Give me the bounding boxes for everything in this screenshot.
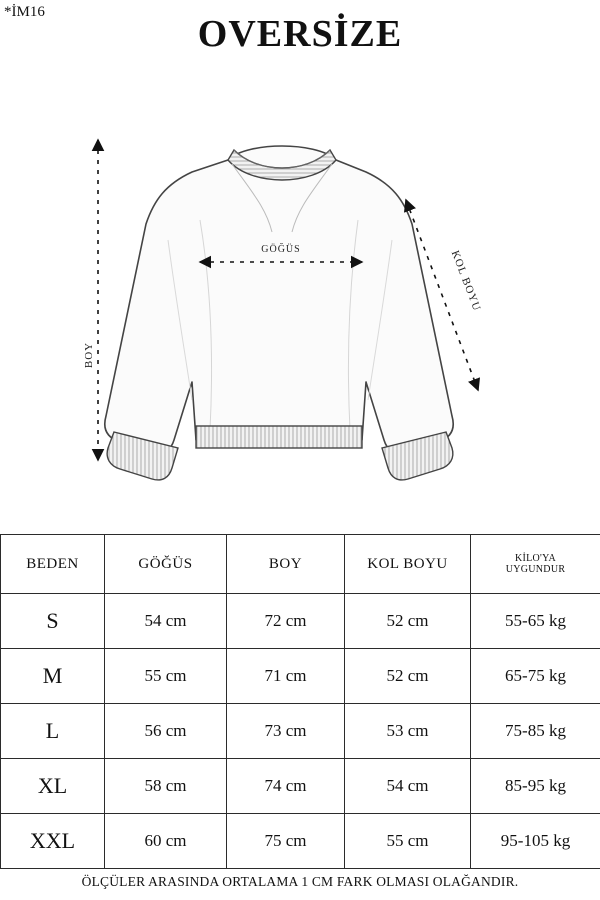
size-table	[0, 534, 600, 869]
kilo-line-2: UYGUNDUR	[505, 564, 566, 575]
cell-sleeve: 55 cm	[345, 814, 471, 869]
cell-size: L	[1, 704, 105, 759]
cell-size: M	[1, 649, 105, 704]
cell-weight: 85-95 kg	[471, 759, 600, 814]
column-header-beden: BEDEN	[1, 535, 105, 594]
cell-chest: 55 cm	[105, 649, 227, 704]
kilo-line-1: KİLO'YA	[514, 552, 557, 564]
cell-chest: 56 cm	[105, 704, 227, 759]
column-header-kilo	[471, 535, 600, 594]
cell-length: 75 cm	[227, 814, 345, 869]
cell-chest: 58 cm	[105, 759, 227, 814]
table-row	[1, 594, 600, 649]
table-header-row	[1, 535, 600, 594]
column-header-kol-boyu: KOL BOYU	[345, 535, 471, 594]
table-row	[1, 759, 600, 814]
product-code: *İM16	[4, 4, 45, 20]
cell-chest: 54 cm	[105, 594, 227, 649]
sleeve-label: KOL BOYU	[448, 248, 483, 314]
cell-size: XXL	[1, 814, 105, 869]
column-header-gogus: GÖĞÜS	[105, 535, 227, 594]
cell-weight: 65-75 kg	[471, 649, 600, 704]
length-label: BOY	[83, 341, 95, 369]
cell-length: 73 cm	[227, 704, 345, 759]
footer-note: ÖLÇÜLER ARASINDA ORTALAMA 1 CM FARK OLMASI OLAĞANDIR.	[81, 874, 519, 889]
cell-chest: 60 cm	[105, 814, 227, 869]
cell-size: S	[1, 594, 105, 649]
table-row	[1, 814, 600, 869]
cell-sleeve: 54 cm	[345, 759, 471, 814]
cell-sleeve: 52 cm	[345, 594, 471, 649]
garment-diagram	[0, 100, 600, 500]
cell-sleeve: 53 cm	[345, 704, 471, 759]
cell-weight: 95-105 kg	[471, 814, 600, 869]
chest-label: GÖĞÜS	[261, 244, 301, 255]
table-row	[1, 649, 600, 704]
cell-sleeve: 52 cm	[345, 649, 471, 704]
cell-length: 72 cm	[227, 594, 345, 649]
cell-weight: 55-65 kg	[471, 594, 600, 649]
table-row	[1, 704, 600, 759]
cell-size: XL	[1, 759, 105, 814]
cell-length: 74 cm	[227, 759, 345, 814]
page-title: OVERSİZE	[197, 13, 403, 55]
cell-weight: 75-85 kg	[471, 704, 600, 759]
cell-length: 71 cm	[227, 649, 345, 704]
column-header-boy: BOY	[227, 535, 345, 594]
